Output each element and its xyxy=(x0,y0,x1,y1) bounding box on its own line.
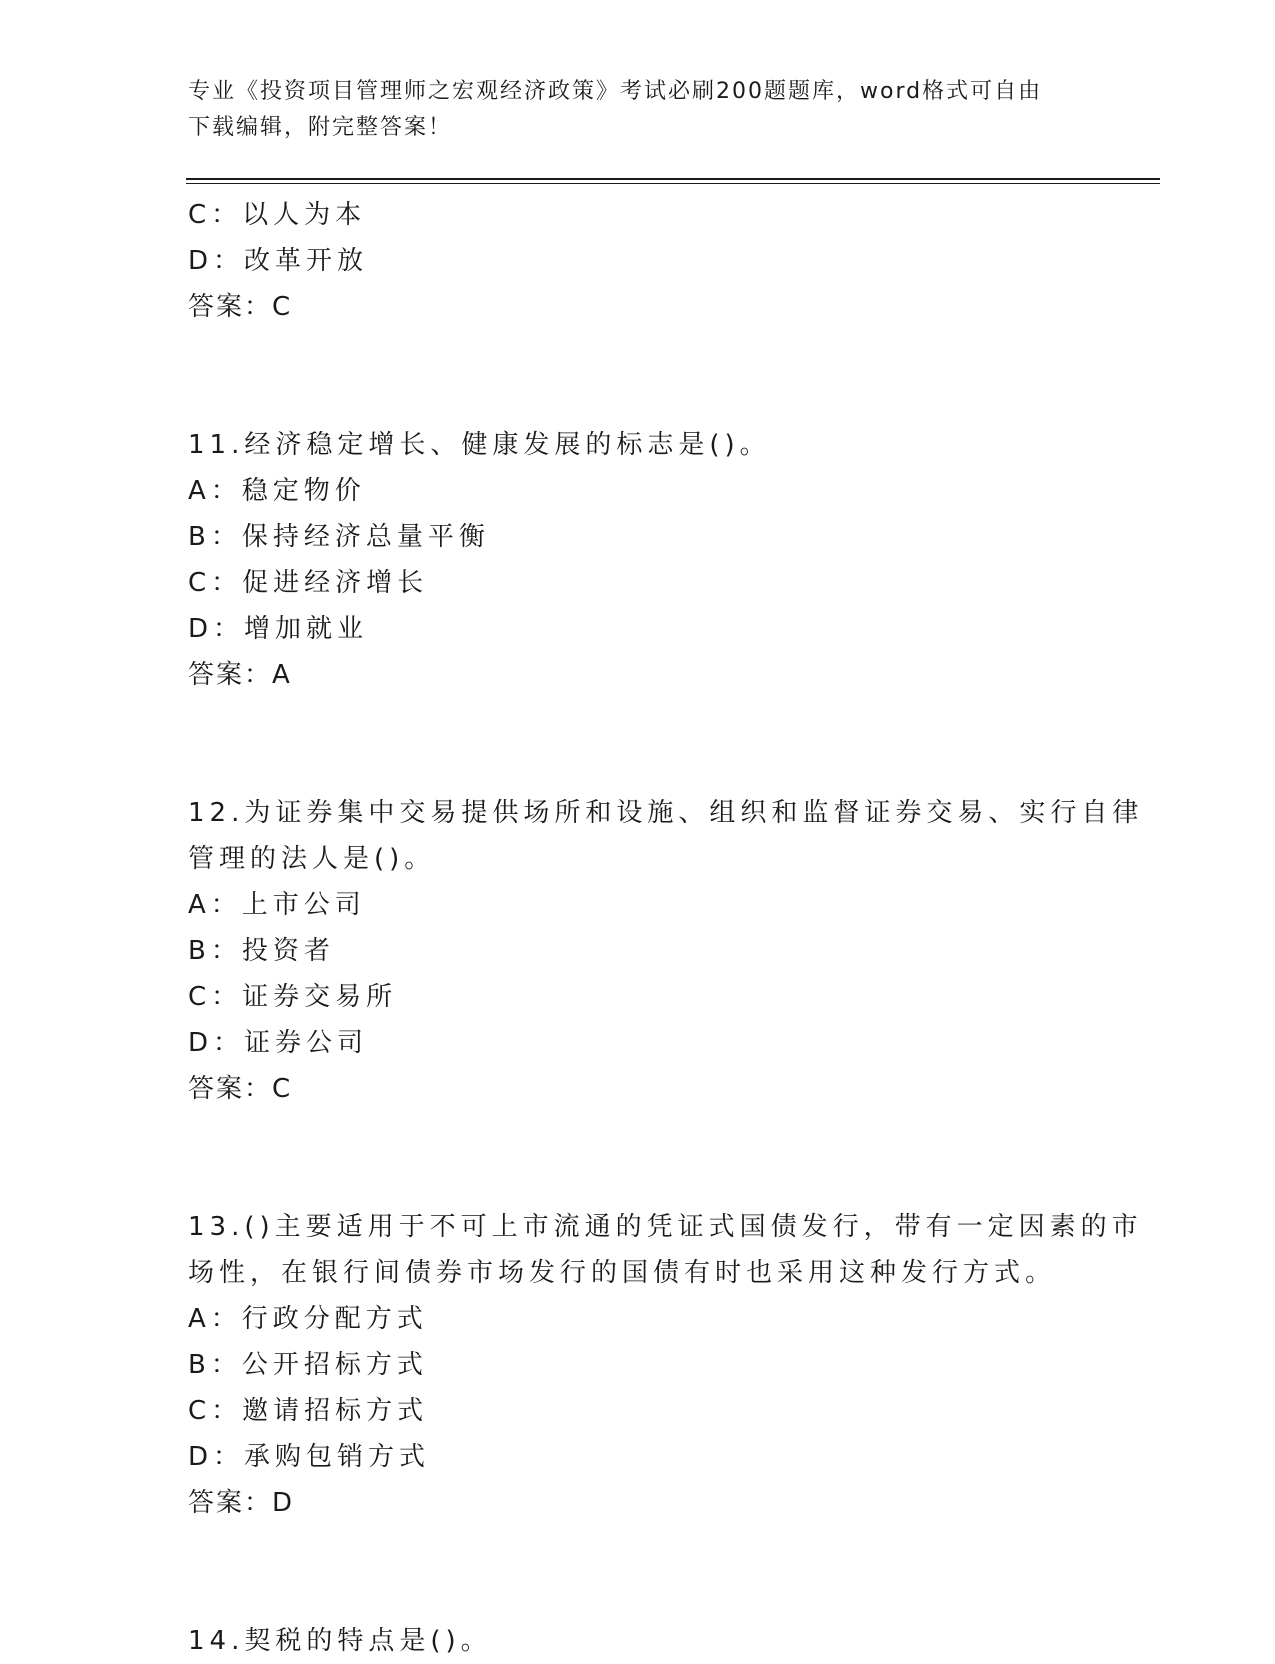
answer: 答案：C xyxy=(188,1074,293,1104)
answer: 答案：A xyxy=(188,660,292,690)
option-a: A：行政分配方式 xyxy=(188,1304,428,1334)
option-b: B：投资者 xyxy=(188,936,335,966)
question-stem-line-2: 场性，在银行间债券市场发行的国债有时也采用这种发行方式。 xyxy=(188,1258,1057,1288)
option-b: B：公开招标方式 xyxy=(188,1350,428,1380)
spacer xyxy=(188,1526,1088,1618)
question-11 xyxy=(188,422,1088,698)
spacer xyxy=(188,1112,1088,1204)
document-header xyxy=(188,74,1088,146)
option-a: A：稳定物价 xyxy=(188,476,366,506)
option-d: D：增加就业 xyxy=(188,614,369,644)
spacer xyxy=(188,698,1088,790)
question-stem-line-2: 管理的法人是()。 xyxy=(188,844,436,874)
option-d: D：承购包销方式 xyxy=(188,1442,431,1472)
option-d: D：证券公司 xyxy=(188,1028,369,1058)
option-c: C：邀请招标方式 xyxy=(188,1396,429,1426)
question-stem-line-1: 12.为证券集中交易提供场所和设施、组织和监督证券交易、实行自律 xyxy=(188,798,1144,828)
header-divider xyxy=(186,178,1160,184)
header-line-1: 专业《投资项目管理师之宏观经济政策》考试必刷200题题库，word格式可自由 xyxy=(188,79,1043,104)
option-d: D：改革开放 xyxy=(188,246,369,276)
question-stem-line-1: 13.()主要适用于不可上市流通的凭证式国债发行，带有一定因素的市 xyxy=(188,1212,1143,1242)
question-12 xyxy=(188,790,1144,1112)
header-line-2: 下载编辑，附完整答案！ xyxy=(188,115,453,140)
spacer xyxy=(188,330,1088,422)
answer: 答案：D xyxy=(188,1488,295,1518)
question-stem: 11.经济稳定增长、健康发展的标志是()。 xyxy=(188,430,771,460)
option-c: C：证券交易所 xyxy=(188,982,398,1012)
option-c: C：促进经济增长 xyxy=(188,568,429,598)
question-14 xyxy=(188,1618,1088,1664)
option-b: B：保持经济总量平衡 xyxy=(188,522,490,552)
option-a: A：上市公司 xyxy=(188,890,366,920)
option-c: C：以人为本 xyxy=(188,200,367,230)
question-stem: 14.契税的特点是()。 xyxy=(188,1626,492,1656)
question-10 xyxy=(188,192,1088,330)
answer: 答案：C xyxy=(188,292,293,322)
question-list xyxy=(188,192,1144,1664)
question-13 xyxy=(188,1204,1143,1526)
